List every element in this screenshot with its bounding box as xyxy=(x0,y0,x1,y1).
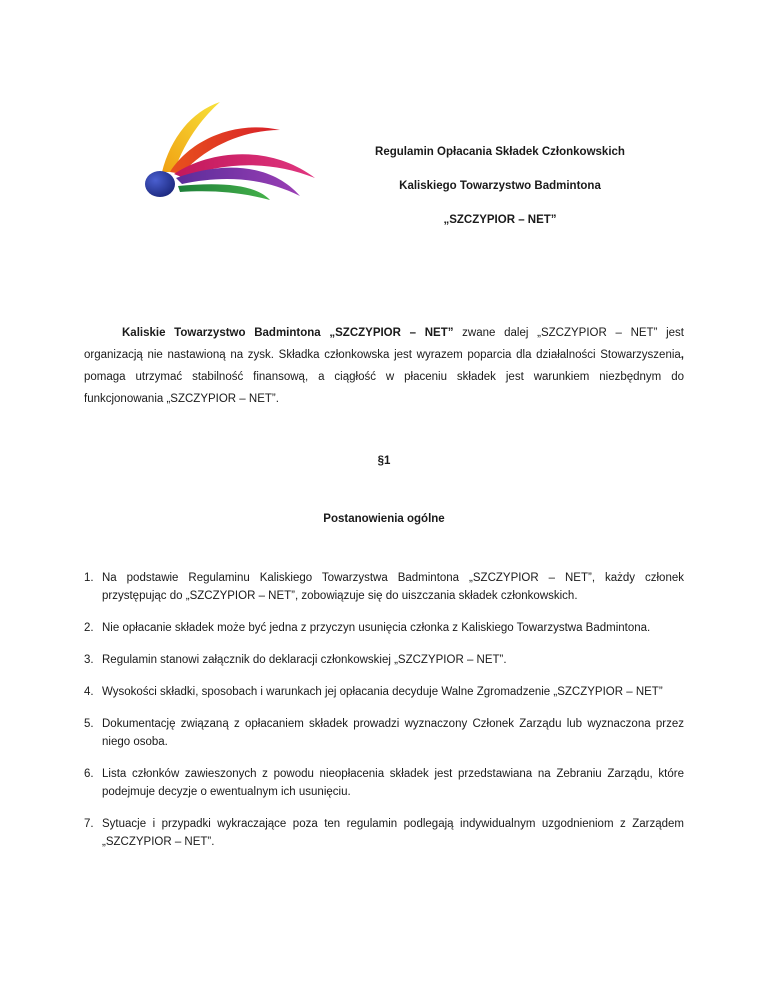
list-item-number: 7. xyxy=(84,818,94,830)
document-subtitle: Kaliskiego Towarzystwo Badmintona xyxy=(399,180,601,192)
list-item-text: Regulamin stanowi załącznik do deklaracji członkowskiej „SZCZYPIOR – NET”. xyxy=(102,654,507,666)
section-number: §1 xyxy=(377,455,391,467)
intro-paragraph xyxy=(84,322,684,410)
intro-bold-comma: , xyxy=(680,348,684,361)
list-item-text: Na podstawie Regulaminu Kaliskiego Towarzystwa Badmintona „SZCZYPIOR – NET”, każdy członek przystępując do „SZCZYPIOR – NET”, zobowiązuje się do uiszczania składek członkowskich. xyxy=(102,572,684,602)
list-item-text: Dokumentację związaną z opłacaniem składek prowadzi wyznaczony Członek Zarządu lub wyznaczona przez niego osoba. xyxy=(102,718,684,748)
list-item-number: 3. xyxy=(84,654,94,666)
list-item-number: 2. xyxy=(84,622,94,634)
list-item-number: 5. xyxy=(84,718,94,730)
list-item-text: Wysokości składki, sposobach i warunkach jej opłacania decyduje Walne Zgromadzenie „SZCZYPIOR – NET” xyxy=(102,686,663,698)
list-item-number: 6. xyxy=(84,768,94,780)
list-item-text: Sytuacje i przypadki wykraczające poza ten regulamin podlegają indywidualnym uzgodnieniom z Zarządem „SZCZYPIOR – NET”. xyxy=(102,818,684,848)
intro-bold-lead: Kaliskie Towarzystwo Badmintona „SZCZYPIOR – NET” xyxy=(122,326,454,339)
intro-text-part1: zwane dalej „SZCZYPIOR – NET” jest organizacją nie nastawioną na zysk. Składka członkowska jest wyrazem poparcia dla działalności Stowarzyszenia xyxy=(84,326,684,361)
provisions-list xyxy=(84,569,684,865)
organization-name: „SZCZYPIOR – NET” xyxy=(443,214,557,226)
list-item xyxy=(84,765,684,801)
list-item-number: 4. xyxy=(84,686,94,698)
list-item-text: Nie opłacanie składek może być jedna z przyczyn usunięcia członka z Kaliskiego Towarzystwa Badmintona. xyxy=(102,622,651,634)
section-title: Postanowienia ogólne xyxy=(323,513,445,525)
list-item xyxy=(84,683,684,701)
list-item xyxy=(84,569,684,605)
list-item xyxy=(84,619,684,637)
list-item-number: 1. xyxy=(84,572,94,584)
list-item xyxy=(84,651,684,669)
list-item xyxy=(84,715,684,751)
shuttlecock-rainbow-logo-icon xyxy=(140,100,330,220)
document-title: Regulamin Opłacania Składek Członkowskich xyxy=(375,146,625,158)
list-item xyxy=(84,815,684,851)
list-item-text: Lista członków zawieszonych z powodu nieopłacenia składek jest przedstawiana na Zebraniu Zarządu, które podejmuje decyzje o ewentualnym ich usunięciu. xyxy=(102,768,684,798)
intro-text-part2: pomaga utrzymać stabilność finansową, a ciągłość w płaceniu składek jest warunkiem niezbędnym do funkcjonowania „SZCZYPIOR – NET”. xyxy=(84,370,684,405)
